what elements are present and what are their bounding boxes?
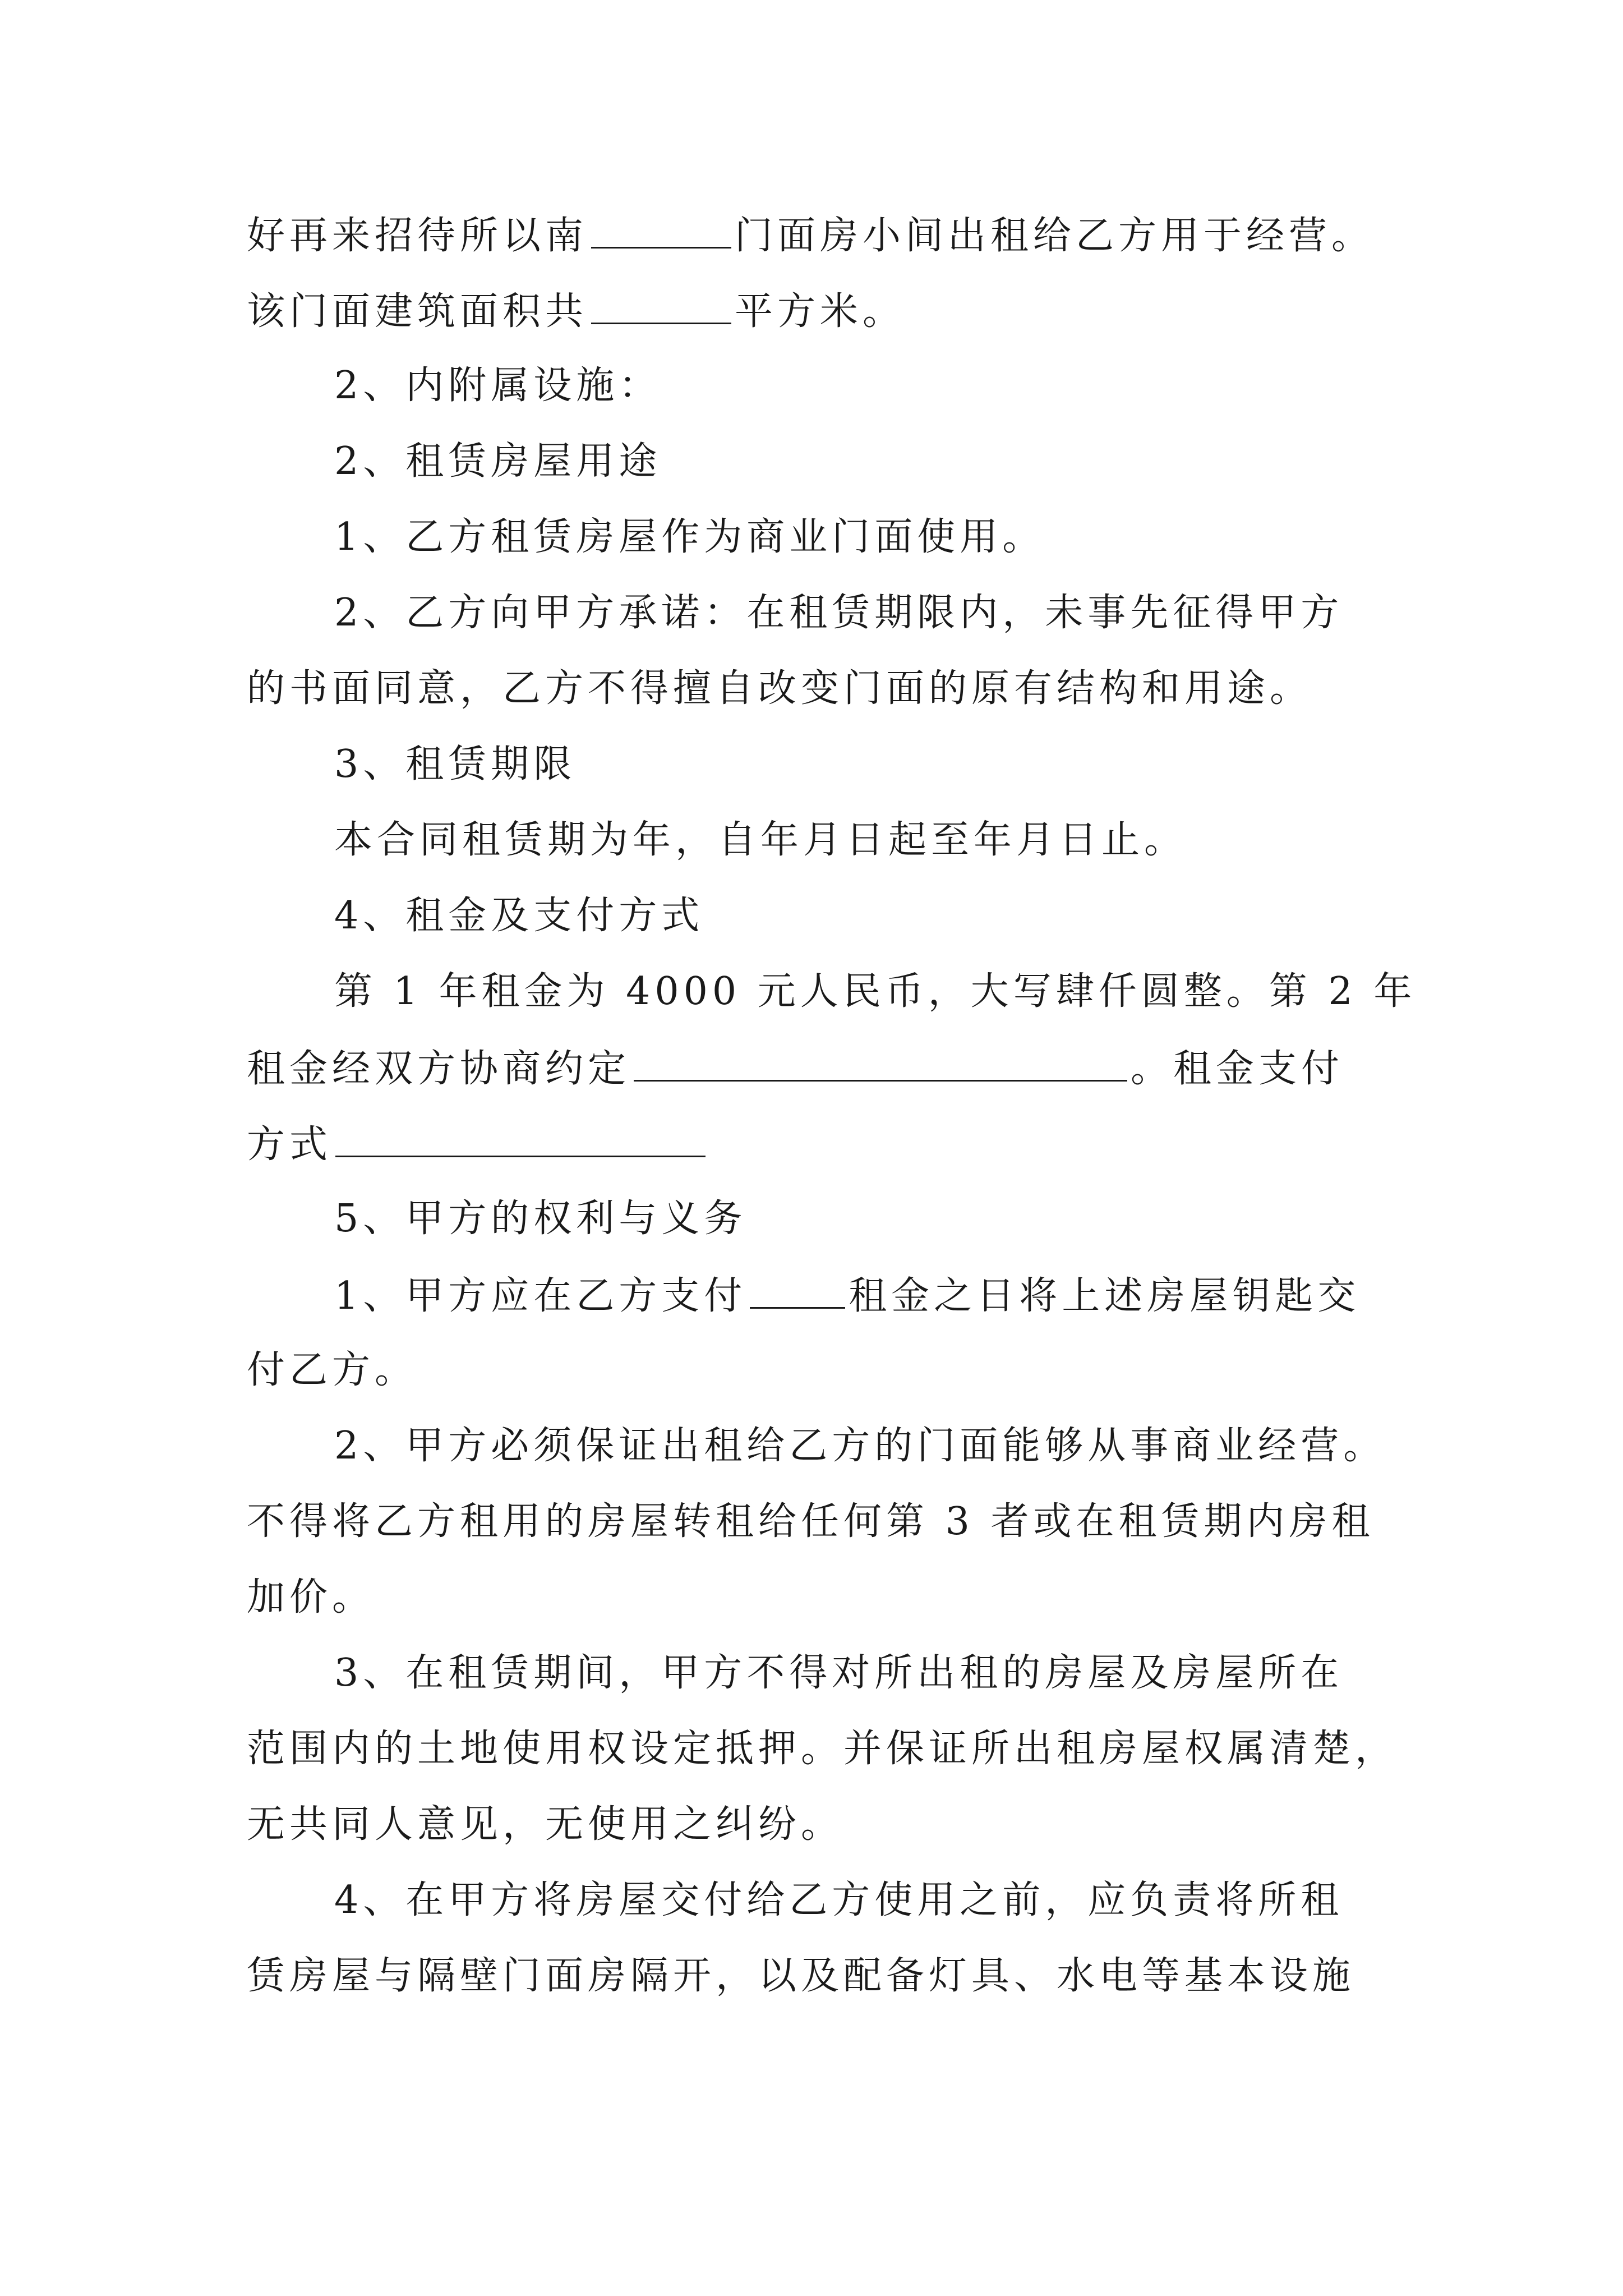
section-heading: 4、租金及支付方式 (334, 894, 704, 938)
line-text: 门面房小间出租给乙方用于经营。 (735, 214, 1375, 258)
paragraph-line: 4、在甲方将房屋交付给乙方使用之前，应负责将所租 (334, 1878, 1344, 1922)
line-text: 租金之日将上述房屋钥匙交 (849, 1274, 1361, 1318)
line-text: 。租金支付 (1131, 1047, 1344, 1091)
paragraph-line: 本合同租赁期为年，自年月日起至年月日止。 (334, 818, 1187, 862)
section-heading: 5、甲方的权利与义务 (334, 1197, 747, 1241)
blank-underline (634, 1041, 1127, 1082)
section-heading: 2、租赁房屋用途 (334, 439, 662, 484)
paragraph-line (247, 1116, 709, 1170)
line-text: 该门面建筑面积共 (247, 289, 588, 334)
line-text: 平方米。 (735, 289, 906, 334)
line-text: 好再来招待所以南 (247, 214, 588, 258)
paragraph-line: 第 1 年租金为 4000 元人民币，大写肆仟圆整。第 2 年 (334, 969, 1417, 1014)
blank-underline (591, 208, 731, 249)
blank-underline (591, 283, 731, 324)
paragraph-line: 1、乙方租赁房屋作为商业门面使用。 (334, 515, 1045, 559)
paragraph-line: 2、乙方向甲方承诺：在租赁期限内，未事先征得甲方 (334, 591, 1344, 635)
paragraph-line (334, 1268, 1360, 1322)
paragraph-line: 无共同人意见，无使用之纠纷。 (247, 1802, 844, 1847)
paragraph-line: 范围内的土地使用权设定抵押。并保证所出租房屋权属清楚， (247, 1727, 1398, 1771)
paragraph-line: 2、甲方必须保证出租给乙方的门面能够从事商业经营。 (334, 1424, 1386, 1468)
paragraph-line: 加价。 (247, 1575, 375, 1619)
line-text: 方式 (247, 1122, 333, 1167)
section-heading: 2、内附属设施： (334, 364, 662, 408)
paragraph-line: 不得将乙方租用的房屋转租给任何第 3 者或在租赁期内房租 (247, 1499, 1375, 1544)
paragraph-line: 的书面同意，乙方不得擅自改变门面的原有结构和用途。 (247, 666, 1313, 711)
paragraph-line (247, 1041, 1344, 1094)
paragraph-line: 付乙方。 (247, 1348, 418, 1392)
line-text: 租金经双方协商约定 (247, 1047, 631, 1091)
blank-underline (335, 1116, 706, 1157)
paragraph-line-2 (247, 283, 905, 337)
blank-underline (750, 1268, 845, 1309)
paragraph-line: 赁房屋与隔壁门面房隔开，以及配备灯具、水电等基本设施 (247, 1954, 1355, 1998)
section-heading: 3、租赁期限 (334, 742, 577, 786)
paragraph-line: 3、在租赁期间，甲方不得对所出租的房屋及房屋所在 (334, 1651, 1344, 1695)
paragraph-line-1 (247, 208, 1374, 261)
line-text: 1、甲方应在乙方支付 (334, 1274, 747, 1318)
